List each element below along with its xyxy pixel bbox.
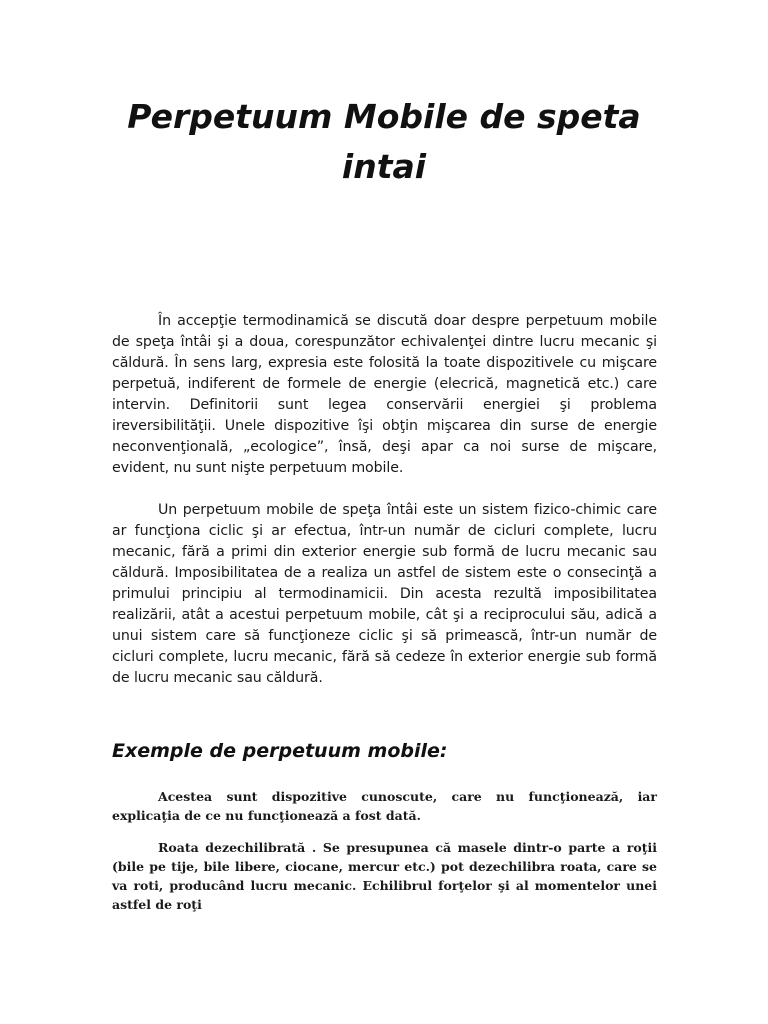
paragraph-unbalanced-wheel: Roata dezechilibrată . Se presupunea că masele dintr-o parte a roţii (bile pe tije, bile libere, ciocane, mercur etc.) pot dezechilibra roata, care se va roti, producând lucru mecanic. Echilibrul forţelor şi al momentelor unei astfel de roţi (112, 840, 657, 912)
paragraph-first-kind-definition: Un perpetuum mobile de speţa întâi este un sistem fizico-chimic care ar funcţiona ciclic şi ar efectua, într-un număr de cicluri complete, lucru mecanic, fără a primi din exterior energie sub formă de lucru mecanic sau căldură. Imposibilitatea de a realiza un astfel de sistem este o consecinţă a primului principiu al termodinamicii. Din acesta rezultă imposibilitatea realizării, atât a acestui perpetuum mobile, cât şi a reciprocului său, adică a unui sistem care să funcţioneze ciclic şi să primească, într-un număr de cicluri complete, lucru mecanic, fără să cedeze în exterior energie sub formă de lucru mecanic sau căldură. (112, 502, 657, 686)
paragraph-examples-intro: Acestea sunt dispozitive cunoscute, care nu funcţionează, iar explicaţia de ce nu funcţionează a fost dată. (112, 789, 657, 823)
paragraph-thermodynamic-definition: În accepţie termodinamică se discută doar despre perpetuum mobile de speţa întâi şi a doua, corespunzător echivalenţei dintre lucru mecanic şi căldură. În sens larg, expresia este folosită la toate dispozitivele cu mişcare perpetuă, indiferent de formele de energie (elecrică, magnetică etc.) care intervin. Definitorii sunt legea conservării energiei şi problema ireversibilităţii. Unele dispozitive îşi obţin mişcarea din surse de energie neconvenţională, „ecologice”, însă, deşi apar ca noi surse de mişcare, evident, nu sunt nişte perpetuum mobile. (112, 313, 657, 476)
document-title: Perpetuum Mobile de speta intai (127, 97, 641, 186)
section-heading-examples: Exemple de perpetuum mobile: (112, 740, 448, 762)
